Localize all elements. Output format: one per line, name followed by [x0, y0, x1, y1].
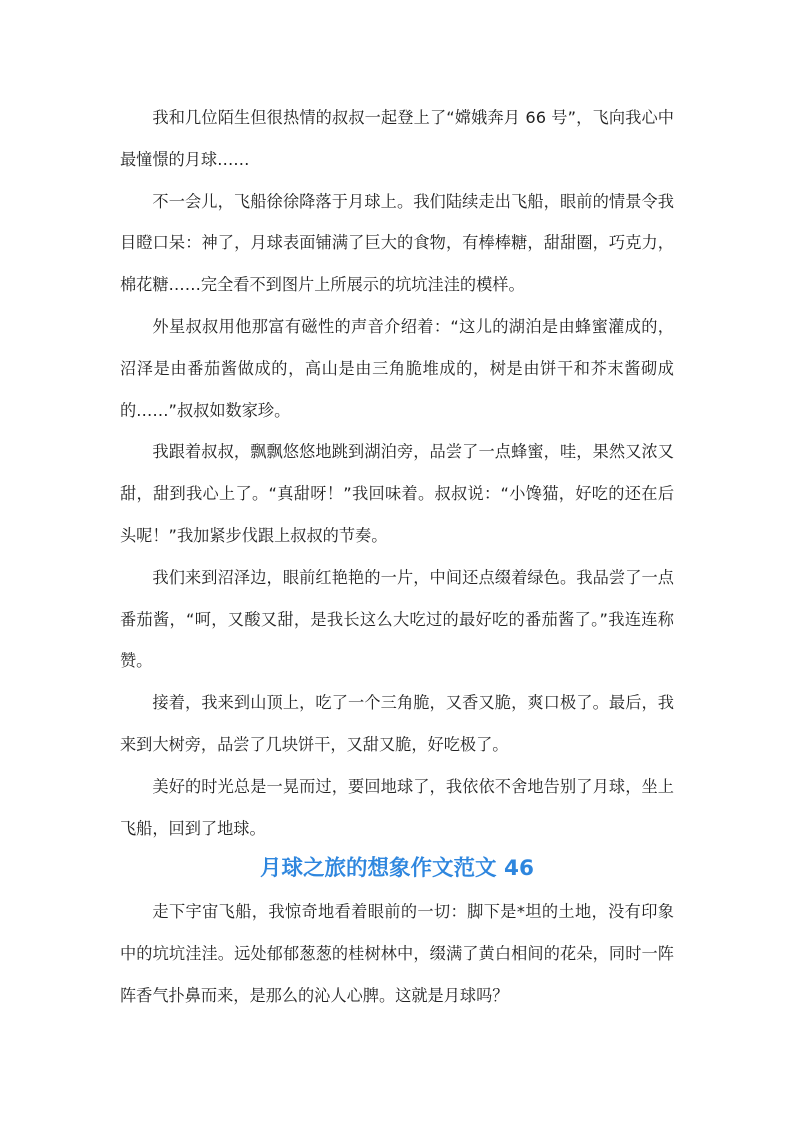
- body-paragraph: 我们来到沼泽边，眼前红艳艳的一片，中间还点缀着绿色。我品尝了一点番茄酱，“呵，又酸又甜，是我长这么大吃过的最好吃的番茄酱了。”我连连称赞。: [120, 567, 674, 671]
- body-paragraph: 我和几位陌生但很热情的叔叔一起登上了“嫦娥奔月 66 号”，飞向我心中最憧憬的月球……: [120, 108, 674, 169]
- section-heading: 月球之旅的想象作文范文 46: [260, 856, 534, 882]
- body-paragraph: 我跟着叔叔，飘飘悠悠地跳到湖泊旁，品尝了一点蜂蜜，哇，果然又浓又甜，甜到我心上了。“真甜呀！”我回味着。叔叔说：“小馋猫，好吃的还在后头呢！”我加紧步伐跟上叔叔的节奏。: [120, 442, 674, 545]
- body-paragraph: 外星叔叔用他那富有磁性的声音介绍着：“这儿的湖泊是由蜂蜜灌成的，沼泽是由番茄酱做成的，高山是由三角脆堆成的，树是由饼干和芥末酱砌成的……”叔叔如数家珍。: [120, 316, 674, 420]
- body-paragraph: 不一会儿，飞船徐徐降落于月球上。我们陆续走出飞船，眼前的情景令我目瞪口呆：神了，月球表面铺满了巨大的食物，有棒棒糖，甜甜圈，巧克力，棉花糖……完全看不到图片上所展示的坑坑洼洼的模样。: [120, 191, 674, 295]
- body-paragraph: 接着，我来到山顶上，吃了一个三角脆，又香又脆，爽口极了。最后，我来到大树旁，品尝了几块饼干，又甜又脆，好吃极了。: [120, 693, 674, 754]
- body-paragraph: 走下宇宙飞船，我惊奇地看着眼前的一切：脚下是*坦的土地，没有印象中的坑坑洼洼。远处郁郁葱葱的桂树林中，缀满了黄白相间的花朵，同时一阵阵香气扑鼻而来，是那么的沁人心脾。这就是月球吗？: [120, 902, 674, 1005]
- document-page: [120, 97, 674, 1017]
- body-paragraph: 美好的时光总是一晃而过，要回地球了，我依依不舍地告别了月球，坐上飞船，回到了地球。: [120, 776, 674, 838]
